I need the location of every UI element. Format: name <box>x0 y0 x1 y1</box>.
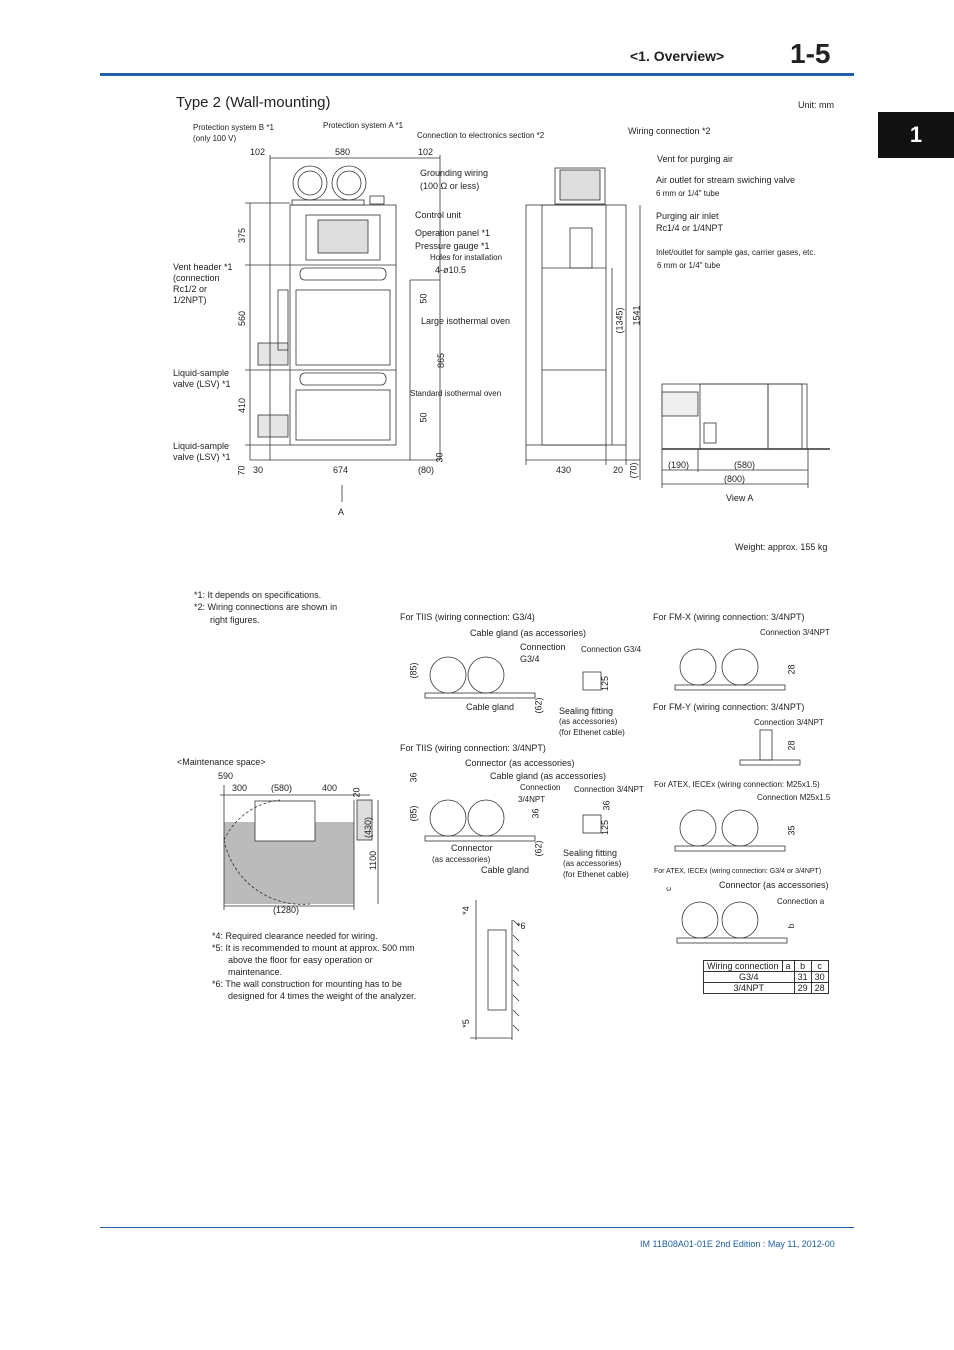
dim-430: 430 <box>556 465 572 475</box>
dim-30-right: 30 <box>434 452 445 463</box>
maint-dim-1100: 1100 <box>368 850 379 871</box>
maint-dim-430: (430) <box>363 816 374 839</box>
tiis-npt-title: For TIIS (wiring connection: 3/4NPT) <box>400 743 546 753</box>
atex2-c: c <box>664 887 673 891</box>
atex2-connection-a: Connection a <box>777 897 825 906</box>
protection-b-label: Protection system B *1 <box>193 123 274 132</box>
connection-electronics-label: Connection to electronics section *2 <box>417 131 545 140</box>
dim-580: 580 <box>335 147 351 157</box>
tiis-npt-conn-label: Connection 3/4NPT <box>574 785 644 794</box>
protection-b-sub: (only 100 V) <box>193 134 237 143</box>
fmx-title: For FM-X (wiring connection: 3/4NPT) <box>653 612 805 622</box>
tiis-npt-dim-125: 125 <box>600 819 611 836</box>
dim-102-left: 102 <box>250 147 266 157</box>
dim-580-view: (580) <box>734 460 756 470</box>
maintenance-title: <Maintenance space> <box>177 757 266 767</box>
maint-dim-400: 400 <box>322 783 338 793</box>
atex1-title: For ATEX, IECEx (wiring connection: M25x1.5) <box>654 780 820 789</box>
unit-label: Unit: mm <box>798 100 834 110</box>
lsv-lower-sub: valve (LSV) *1 <box>173 452 231 462</box>
tiis-g34-conn-label: Connection G3/4 <box>581 645 642 654</box>
maint-dim-20: 20 <box>351 787 362 798</box>
note-5-cont2: maintenance. <box>228 967 283 977</box>
note-2-cont: right figures. <box>210 615 260 625</box>
figure-title: Type 2 (Wall-mounting) <box>176 94 331 111</box>
chapter-tab: 1 <box>878 112 954 158</box>
table-header-wiring: Wiring connection <box>704 961 783 972</box>
section-title: <1. Overview> <box>630 48 725 64</box>
lsv-upper-sub: valve (LSV) *1 <box>173 379 231 389</box>
vent-header-sub3: 1/2NPT) <box>173 295 207 305</box>
air-outlet-sub: 6 mm or 1/4" tube <box>656 189 720 198</box>
dim-70-side: (70) <box>628 462 639 479</box>
fmy-title: For FM-Y (wiring connection: 3/4NPT) <box>653 702 805 712</box>
dim-800: (800) <box>724 474 746 484</box>
fmx-connection: Connection 3/4NPT <box>760 628 830 637</box>
tiis-g34-circle-2 <box>468 657 504 693</box>
vent-purging-label: Vent for purging air <box>657 154 734 164</box>
tiis-npt-seal-eth: (for Ethenet cable) <box>563 870 629 879</box>
maint-dim-580: (580) <box>271 783 293 793</box>
tiis-g34-dim-85: (85) <box>408 662 419 679</box>
note-6-cont: designed for 4 times the weight of the analyzer. <box>228 991 417 1001</box>
tiis-npt-connector-sub: (as accessories) <box>432 855 491 864</box>
tiis-npt-cable-gland: Cable gland <box>481 865 530 875</box>
note-1: *1: It depends on specifications. <box>194 590 322 600</box>
note-5-cont1: above the floor for easy operation or <box>228 955 373 965</box>
tiis-g34-dim-125: 125 <box>600 675 611 692</box>
table-header-a: a <box>782 961 794 972</box>
vent-header-sub2: Rc1/2 or <box>173 284 208 294</box>
tiis-npt-connector: Connector <box>451 843 493 853</box>
vent-header-label: Vent header *1 <box>173 262 233 272</box>
weight-label: Weight: approx. 155 kg <box>735 542 828 552</box>
tiis-g34-cable-gland: Cable gland <box>466 702 515 712</box>
dim-30: 30 <box>253 465 264 475</box>
atex2-title: For ATEX, IECEx (wiring connection: G3/4 or 3/4NPT) <box>654 868 822 875</box>
arrow-a-label: A <box>338 507 345 517</box>
maintenance-analyzer <box>255 801 315 841</box>
air-outlet-label: Air outlet for stream swiching valve <box>656 175 796 185</box>
view-a-label: View A <box>726 493 754 503</box>
lsv-block-upper <box>258 343 288 365</box>
table-header-c: c <box>811 961 828 972</box>
holes-sub: 4-ø10.5 <box>435 265 467 275</box>
footer-rule <box>100 1227 854 1228</box>
dim-560: 560 <box>237 310 248 327</box>
dim-80: (80) <box>418 465 435 475</box>
table-row: 3/4NPT 29 28 <box>704 983 829 994</box>
lsv-block-lower <box>258 415 288 437</box>
side-cabinet-outline <box>526 205 626 445</box>
lsv-upper-label: Liquid-sample <box>173 368 230 378</box>
tiis-npt-cable-gland-acc: Cable gland (as accessories) <box>490 771 607 781</box>
mark-5: *5 <box>460 1019 471 1028</box>
tiis-g34-cable-gland-acc: Cable gland (as accessories) <box>470 628 587 638</box>
large-oven-label: Large isothermal oven <box>421 316 511 326</box>
tiis-npt-npt: 3/4NPT <box>518 795 546 804</box>
tiis-g34-seal-acc: (as accessories) <box>559 717 618 726</box>
holes-label: Holes for installation <box>430 253 503 262</box>
tiis-npt-dim-36b: 36 <box>530 808 541 819</box>
tiis-npt-connector-acc: Connector (as accessories) <box>465 758 575 768</box>
grounding-label: Grounding wiring <box>420 168 489 178</box>
dim-70: 70 <box>236 465 247 476</box>
grounding-sub: (100 Ω or less) <box>420 181 480 191</box>
tiis-g34-title: For TIIS (wiring connection: G3/4) <box>400 612 535 622</box>
note-6: *6: The wall construction for mounting has to be <box>212 979 402 989</box>
note-4: *4: Required clearance needed for wiring. <box>212 931 378 941</box>
tiis-npt-dim-36c: 36 <box>601 800 612 811</box>
footer-text: IM 11B08A01-01E 2nd Edition : May 11, 2012-00 <box>640 1239 835 1249</box>
purge-inlet-label: Purging air inlet <box>656 211 719 221</box>
purge-inlet-sub: Rc1/4 or 1/4NPT <box>656 223 724 233</box>
tiis-g34-connection: Connection <box>520 642 566 652</box>
dim-102-right: 102 <box>418 147 434 157</box>
tiis-npt-connection: Connection <box>520 783 561 792</box>
dim-50-lower: 50 <box>418 412 429 423</box>
tiis-g34-g34: G3/4 <box>520 654 540 664</box>
operation-panel-label: Operation panel *1 <box>415 228 491 238</box>
atex1-connection: Connection M25x1.5 <box>757 793 831 802</box>
tiis-npt-seal: Sealing fitting <box>563 848 618 858</box>
maint-dim-590: 590 <box>218 771 234 781</box>
tiis-g34-circle-1 <box>430 657 466 693</box>
mark-4: *4 <box>460 906 471 915</box>
operation-panel-strip <box>300 268 386 280</box>
control-unit-label: Control unit <box>415 210 462 220</box>
dim-1541: 1541 <box>631 305 642 326</box>
fmy-dim-28: 28 <box>786 740 797 751</box>
fmy-connection: Connection 3/4NPT <box>754 718 824 727</box>
fmx-dim-28: 28 <box>786 664 797 675</box>
tiis-npt-dim-36a: 36 <box>408 772 419 783</box>
tiis-npt-dim-62: (62) <box>533 840 544 857</box>
maint-dim-1280: (1280) <box>273 905 300 915</box>
tiis-g34-dim-62: (62) <box>533 697 544 714</box>
tiis-g34-seal: Sealing fitting <box>559 706 614 716</box>
maint-dim-300: 300 <box>232 783 248 793</box>
dim-674: 674 <box>333 465 349 475</box>
dim-1345: (1345) <box>614 307 625 334</box>
page-number: 1-5 <box>790 38 831 69</box>
pressure-gauge-label: Pressure gauge *1 <box>415 241 490 251</box>
protection-a-label: Protection system A *1 <box>323 121 404 130</box>
lsv-lower-label: Liquid-sample <box>173 441 230 451</box>
mark-6: *6 <box>517 921 526 931</box>
dim-20: 20 <box>613 465 624 475</box>
table-header-b: b <box>794 961 811 972</box>
wiring-connection-table <box>703 960 829 994</box>
atex1-dim-35: 35 <box>786 825 797 836</box>
dim-865: 865 <box>436 352 447 369</box>
dim-410: 410 <box>237 397 248 414</box>
tiis-npt-dim-85: (85) <box>408 805 419 822</box>
tiis-g34-seal-eth: (for Ethenet cable) <box>559 728 625 737</box>
vent-header-sub1: (connection <box>173 273 220 283</box>
dim-190: (190) <box>668 460 690 470</box>
dim-375: 375 <box>237 227 248 244</box>
note-5: *5: It is recommended to mount at approx. 500 mm <box>212 943 415 953</box>
atex2-connector: Connector (as accessories) <box>719 880 829 890</box>
table-row: G3/4 31 30 <box>704 972 829 983</box>
standard-oven-label: Standard isothermal oven <box>410 389 502 398</box>
inlet-outlet-sub: 6 mm or 1/4" tube <box>657 261 721 270</box>
wall-mount-side <box>488 930 506 1010</box>
note-2: *2: Wiring connections are shown in <box>194 602 338 612</box>
tiis-npt-seal-acc: (as accessories) <box>563 859 622 868</box>
atex2-b: b <box>787 923 797 929</box>
inlet-outlet-label: Inlet/outlet for sample gas, carrier gases, etc. <box>656 248 816 257</box>
wiring-connection-label: Wiring connection *2 <box>628 126 711 136</box>
dim-50-upper: 50 <box>418 293 429 304</box>
